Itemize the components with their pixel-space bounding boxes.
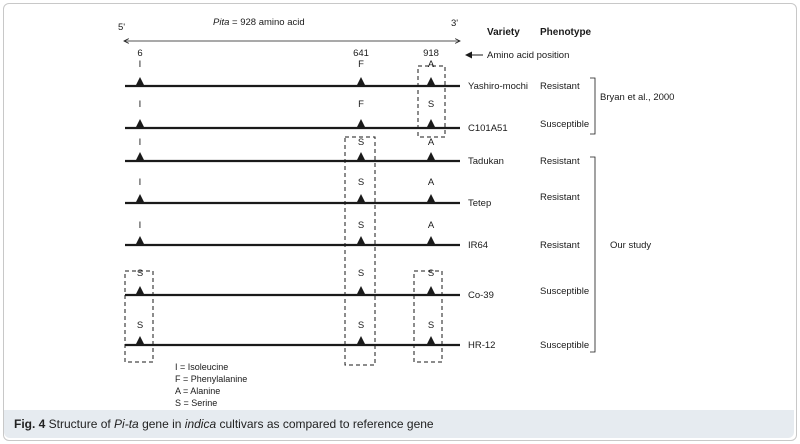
position-marker <box>426 152 436 162</box>
phenotype-label: Resistant <box>540 240 580 251</box>
phenotype-header: Phenotype <box>540 27 592 38</box>
residue-label: S <box>136 268 144 279</box>
caption-gene: Pi-ta <box>114 417 139 431</box>
variety-name: IR64 <box>468 240 489 251</box>
residue-label: I <box>138 220 142 231</box>
figure-caption <box>14 417 434 431</box>
variety-name: HR-12 <box>468 340 496 351</box>
position-marker <box>356 286 366 296</box>
phenotype-label: Resistant <box>540 81 580 92</box>
variety-name: C101A51 <box>468 123 508 134</box>
residue-label: S <box>357 320 365 331</box>
position-marker <box>135 119 145 129</box>
caption-part-3: cultivars as compared to reference gene <box>216 417 434 431</box>
residue-label: S <box>357 177 365 188</box>
gene-length-title <box>213 17 305 28</box>
box-pos6 <box>125 271 153 362</box>
position-marker <box>426 236 436 246</box>
variety-row <box>125 137 580 167</box>
phenotype-label: Susceptible <box>540 119 590 130</box>
variety-row <box>125 99 589 134</box>
variety-row <box>125 268 589 301</box>
five-prime-label: 5' <box>118 22 126 33</box>
position-marker <box>135 236 145 246</box>
variety-row <box>125 320 589 351</box>
position-label-918: 918 <box>423 48 439 59</box>
variety-name: Co-39 <box>468 290 494 301</box>
phenotype-label: Susceptible <box>540 340 590 351</box>
legend-alanine: A = Alanine <box>175 386 221 396</box>
variety-row <box>125 220 580 251</box>
residue-label: S <box>357 137 365 148</box>
caption-fig-number: Fig. 4 <box>14 417 46 431</box>
position-marker <box>356 77 366 87</box>
residue-label: S <box>136 320 144 331</box>
aa-position-label: Amino acid position <box>487 50 570 61</box>
variety-row <box>125 59 580 92</box>
phenotype-label: Resistant <box>540 192 580 203</box>
position-marker <box>356 152 366 162</box>
residue-label: F <box>358 99 364 110</box>
legend-phenylalanine: F = Phenylalanine <box>175 374 248 384</box>
residue-label: I <box>138 59 142 70</box>
mutation-boxes <box>125 66 445 365</box>
residue-label: A <box>427 59 435 70</box>
gene-length-title-gene: Pita <box>213 17 230 28</box>
phenotype-label: Resistant <box>540 156 580 167</box>
bryan-group-label: Bryan et al., 2000 <box>600 92 675 103</box>
position-marker <box>135 286 145 296</box>
position-marker <box>426 77 436 87</box>
bryan-group-bracket <box>590 78 595 134</box>
residue-label: S <box>357 220 365 231</box>
phenotype-label: Susceptible <box>540 286 590 297</box>
box-pos918-bottom <box>414 271 442 362</box>
position-marker <box>135 152 145 162</box>
residue-label: I <box>138 137 142 148</box>
our-study-group-bracket <box>590 157 595 352</box>
residue-label: I <box>138 99 142 110</box>
residue-label: S <box>427 268 435 279</box>
caption-part-1: Structure of <box>45 417 115 431</box>
legend-serine: S = Serine <box>175 398 218 408</box>
residue-label: A <box>427 137 435 148</box>
our-study-group-label: Our study <box>610 240 652 251</box>
residue-label: A <box>427 220 435 231</box>
position-marker <box>135 336 145 346</box>
position-marker <box>426 336 436 346</box>
caption-cultivar: indica <box>184 417 217 431</box>
position-label-6: 6 <box>137 48 143 59</box>
position-marker <box>426 194 436 204</box>
variety-name: Tadukan <box>468 156 504 167</box>
residue-label: S <box>357 268 365 279</box>
residue-label: S <box>427 99 435 110</box>
position-marker <box>426 286 436 296</box>
residue-label: A <box>427 177 435 188</box>
position-marker <box>135 194 145 204</box>
variety-name: Yashiro-mochi <box>468 81 529 92</box>
variety-row <box>125 177 580 209</box>
position-marker <box>426 119 436 129</box>
position-marker <box>356 236 366 246</box>
legend-isoleucine: I = Isoleucine <box>175 362 229 372</box>
position-marker <box>356 336 366 346</box>
caption-part-2: gene in <box>138 417 185 431</box>
variety-name: Tetep <box>468 198 492 209</box>
position-marker <box>135 77 145 87</box>
position-marker <box>356 119 366 129</box>
residue-label: I <box>138 177 142 188</box>
gene-length-title-text: = 928 amino acid <box>229 17 305 28</box>
variety-header: Variety <box>487 27 520 38</box>
position-label-641: 641 <box>353 48 369 59</box>
three-prime-label: 3' <box>451 18 459 29</box>
position-marker <box>356 194 366 204</box>
residue-label: S <box>427 320 435 331</box>
residue-label: F <box>358 59 364 70</box>
variety-rows <box>125 59 589 351</box>
